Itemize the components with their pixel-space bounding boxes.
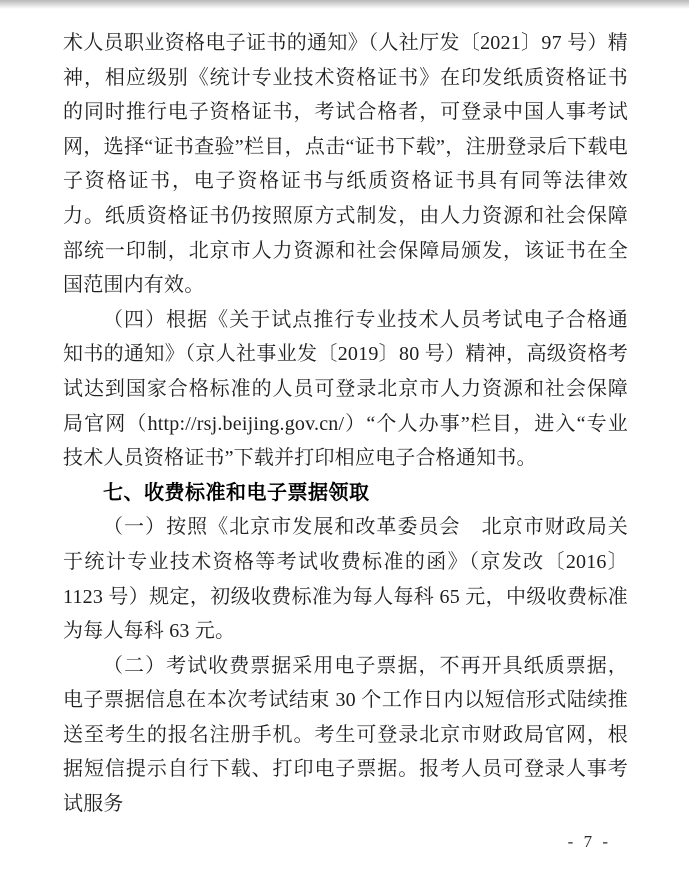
document-page-body — [63, 26, 628, 822]
scan-top-edge-shadow — [0, 0, 689, 10]
paragraph-item-two-electronic-receipts: （二）考试收费票据采用电子票据，不再开具纸质票据，电子票据信息在本次考试结束 30 个工作日内以短信形式陆续推送至考生的报名注册手机。考生可登录北京市财政局官网，根据短信提示自行下载、打印电子票据。报考人员可登录人事考试服务 — [63, 654, 628, 816]
paragraph-item-four-electronic-notice: （四）根据《关于试点推行专业技术人员考试电子合格通知书的通知》（京人社事业发〔2019〕80 号）精神，高级资格考试达到国家合格标准的人员可登录北京市人力资源和社会保障局官网（http://rsj.beijing.gov.cn/）“个人办事”栏目，进入“专业技术人员资格证书”下载并打印相应电子合格通知书。 — [63, 308, 628, 470]
page-number: - 7 - — [567, 832, 611, 851]
paragraph-item-one-fee-standards: （一）按照《北京市发展和改革委员会 北京市财政局关于统计专业技术资格等考试收费标准的函》（京发改〔2016〕1123 号）规定，初级收费标准为每人每科 65 元，中级收费标准为每人每科 63 元。 — [63, 516, 628, 643]
section-heading-fees-and-e-receipts: 七、收费标准和电子票据领取 — [103, 481, 370, 504]
paragraph-certificate-continuation: 术人员职业资格电子证书的通知》（人社厅发〔2021〕97 号）精神，相应级别《统计专业技术资格证书》在印发纸质资格证书的同时推行电子资格证书，考试合格者，可登录中国人事考试网，选择“证书查验”栏目，点击“证书下载”，注册登录后下载电子资格证书，电子资格证书与纸质资格证书具有同等法律效力。纸质资格证书仍按照原方式制发，由人力资源和社会保障部统一印制，北京市人力资源和社会保障局颁发，该证书在全国范围内有效。 — [63, 32, 628, 297]
